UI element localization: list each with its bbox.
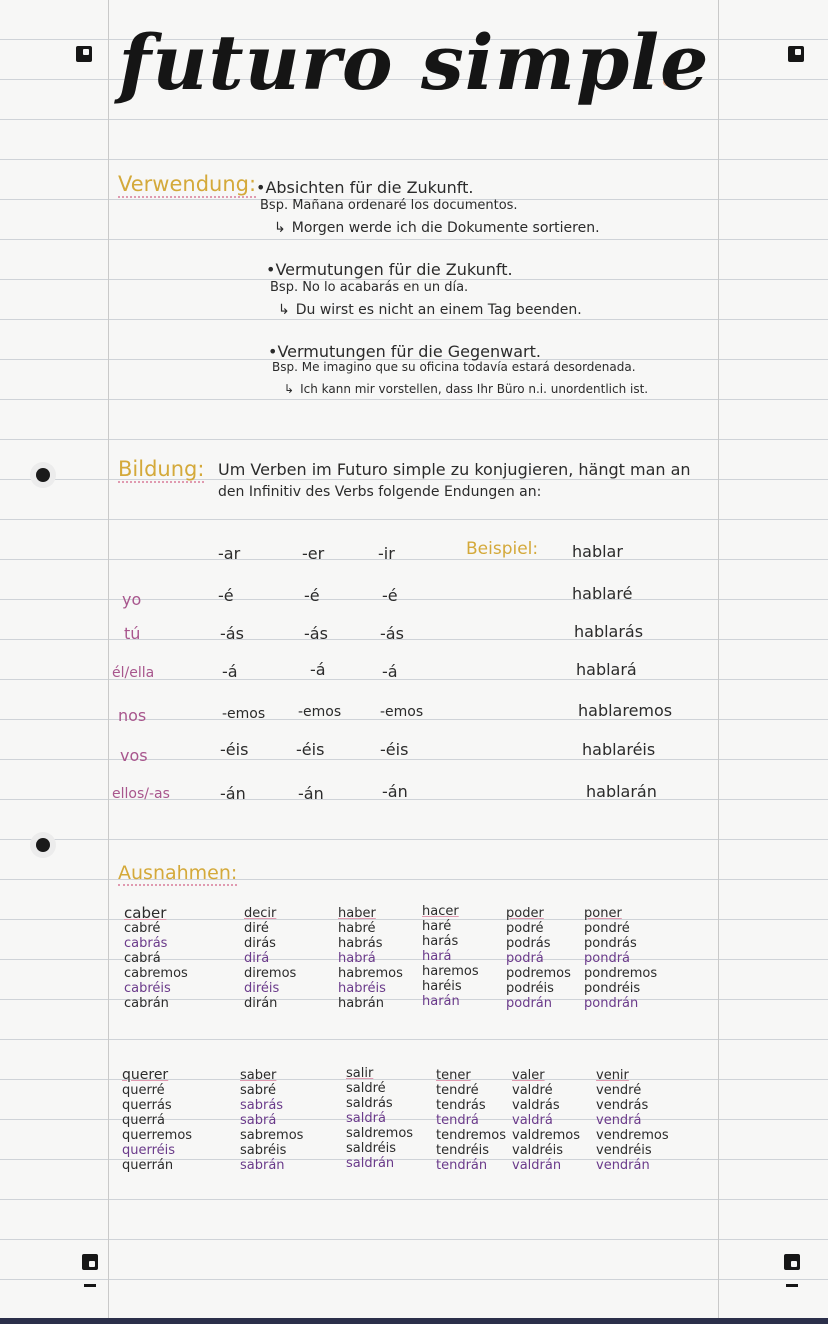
form: querrán <box>122 1158 174 1173</box>
use-2-label: •Vermutungen für die Zukunft. <box>266 260 513 279</box>
infinitive: tener <box>436 1068 471 1083</box>
form: valdremos <box>512 1128 580 1143</box>
form: cabrás <box>124 936 168 951</box>
infinitive: haber <box>338 906 376 921</box>
use-1-translation <box>274 220 600 236</box>
form: diréis <box>244 981 280 996</box>
form: pondremos <box>584 966 658 981</box>
form: tendrán <box>436 1158 488 1173</box>
irregular-haber <box>338 906 403 1011</box>
form: dirá <box>244 951 270 966</box>
form: valdrá <box>512 1113 553 1128</box>
ending-el-ar: -á <box>222 662 238 681</box>
irregular-tener <box>436 1068 506 1173</box>
form: tendré <box>436 1083 479 1098</box>
form: tendrás <box>436 1098 486 1113</box>
form: pondrán <box>584 996 639 1011</box>
example-yo: hablaré <box>572 584 633 603</box>
arrow-icon: ↳ <box>278 302 290 318</box>
form: habrá <box>338 951 376 966</box>
ending-el-er: -á <box>310 660 326 679</box>
infinitive: poder <box>506 906 544 921</box>
form: habremos <box>338 966 403 981</box>
form: sabré <box>240 1083 277 1098</box>
pronoun-el-ella: él/ella <box>112 665 155 681</box>
example-nos: hablaremos <box>578 701 673 720</box>
ending-nos-er: -emos <box>298 704 342 720</box>
form: tendrá <box>436 1113 479 1128</box>
form: saldrán <box>346 1156 395 1171</box>
infinitive: valer <box>512 1068 545 1083</box>
form: sabremos <box>240 1128 304 1143</box>
form: habrás <box>338 936 383 951</box>
form: pondrás <box>584 936 637 951</box>
ending-vos-ir: -éis <box>380 740 409 759</box>
left-margin-line <box>108 0 109 1324</box>
ending-el-ir: -á <box>382 662 398 681</box>
form: cabremos <box>124 966 188 981</box>
punch-hole-upper <box>36 468 50 482</box>
form: podrá <box>506 951 544 966</box>
form: hará <box>422 949 452 964</box>
ending-tu-ir: -ás <box>380 624 404 643</box>
irregular-valer <box>512 1068 580 1173</box>
bildung-line-2: den Infinitiv des Verbs folgende Endungen an: <box>218 484 542 500</box>
form: diremos <box>244 966 297 981</box>
irregular-salir <box>346 1066 413 1171</box>
form: sabréis <box>240 1143 287 1158</box>
form: querrás <box>122 1098 172 1113</box>
beispiel-label: Beispiel: <box>466 539 539 559</box>
infinitive: hacer <box>422 904 459 919</box>
page-title: futuro simple <box>118 18 710 107</box>
form: querréis <box>122 1143 176 1158</box>
form: saldrá <box>346 1111 386 1126</box>
form: tendréis <box>436 1143 490 1158</box>
form: valdréis <box>512 1143 563 1158</box>
header-er: -er <box>302 544 325 563</box>
ending-ellos-ir: -án <box>382 782 408 801</box>
pronoun-nos: nos <box>118 706 147 725</box>
form: saldré <box>346 1081 386 1096</box>
irregular-hacer <box>422 904 479 1009</box>
ending-tu-er: -ás <box>304 624 328 643</box>
ausnahmen-heading: Ausnahmen: <box>118 862 238 884</box>
ending-yo-ir: -é <box>382 586 398 605</box>
corner-marker-bottom-left <box>82 1254 98 1270</box>
infinitive: caber <box>124 904 167 922</box>
irregular-saber <box>240 1068 303 1173</box>
form: habréis <box>338 981 386 996</box>
form: querré <box>122 1083 165 1098</box>
beispiel-verb: hablar <box>572 542 623 561</box>
ending-nos-ar: -emos <box>222 706 266 722</box>
verwendung-heading: Verwendung: <box>118 172 257 196</box>
form: sabrán <box>240 1158 285 1173</box>
use-1-example: Bsp. Mañana ordenaré los documentos. <box>260 198 518 213</box>
form: podrás <box>506 936 551 951</box>
ending-yo-ar: -é <box>218 586 234 605</box>
ending-ellos-ar: -án <box>220 784 246 803</box>
right-margin-line <box>718 0 719 1324</box>
ending-vos-ar: -éis <box>220 740 249 759</box>
form: vendrás <box>596 1098 649 1113</box>
form: podréis <box>506 981 554 996</box>
form: vendréis <box>596 1143 652 1158</box>
arrow-icon: ↳ <box>284 382 295 396</box>
example-tu: hablarás <box>574 622 644 641</box>
form: vendrán <box>596 1158 650 1173</box>
example-ellos: hablarán <box>586 782 657 801</box>
pronoun-yo: yo <box>122 590 142 609</box>
form: valdrán <box>512 1158 562 1173</box>
infinitive: decir <box>244 906 277 921</box>
irregular-poner <box>584 906 657 1011</box>
form: vendremos <box>596 1128 669 1143</box>
corner-marker-bottom-right <box>784 1254 800 1270</box>
header-ar: -ar <box>218 544 241 563</box>
form: sabrás <box>240 1098 284 1113</box>
form: valdrás <box>512 1098 560 1113</box>
use-3-example: Bsp. Me imagino que su oficina todavía estará desordenada. <box>272 360 636 374</box>
pronoun-vos: vos <box>120 746 148 765</box>
pronoun-ellos: ellos/-as <box>112 786 170 802</box>
irregular-querer <box>122 1068 192 1173</box>
infinitive: querer <box>122 1067 169 1083</box>
form: saldremos <box>346 1126 414 1141</box>
bildung-line-1: Um Verben im Futuro simple zu konjugieren, hängt man an <box>218 460 691 479</box>
use-2-example: Bsp. No lo acabarás en un día. <box>270 280 469 295</box>
form: pondrá <box>584 951 631 966</box>
infinitive: salir <box>346 1066 374 1081</box>
header-ir: -ir <box>378 544 395 563</box>
bildung-heading: Bildung: <box>118 457 205 481</box>
ending-vos-er: -éis <box>296 740 325 759</box>
form: saldrás <box>346 1096 393 1111</box>
pronoun-tu: tú <box>124 624 141 643</box>
form: querremos <box>122 1128 193 1143</box>
irregular-poder <box>506 906 571 1011</box>
form: harán <box>422 994 460 1009</box>
punch-hole-lower <box>36 838 50 852</box>
use-3-label: •Vermutungen für die Gegenwart. <box>268 342 541 361</box>
form: dirás <box>244 936 276 951</box>
irregular-venir <box>596 1068 669 1173</box>
corner-marker-dash-right <box>786 1284 798 1287</box>
example-vos: hablaréis <box>582 740 656 759</box>
use-2-translation-text: Du wirst es nicht an einem Tag beenden. <box>295 302 582 318</box>
form: vendrá <box>596 1113 642 1128</box>
corner-marker-dash-left <box>84 1284 96 1287</box>
form: harás <box>422 934 459 949</box>
form: cabré <box>124 921 161 936</box>
form: cabrá <box>124 951 161 966</box>
arrow-icon: ↳ <box>274 220 286 236</box>
ending-yo-er: -é <box>304 586 320 605</box>
form: habrán <box>338 996 385 1011</box>
use-1-translation-text: Morgen werde ich die Dokumente sortieren. <box>291 220 600 236</box>
form: habré <box>338 921 376 936</box>
form: pondré <box>584 921 630 936</box>
form: haremos <box>422 964 479 979</box>
bottom-edge <box>0 1318 828 1324</box>
irregular-caber <box>124 906 188 1011</box>
form: podrán <box>506 996 553 1011</box>
use-3-translation-text: Ich kann mir vorstellen, dass Ihr Büro n.i. unordentlich ist. <box>300 382 649 396</box>
form: haré <box>422 919 452 934</box>
form: saldréis <box>346 1141 397 1156</box>
form: cabrán <box>124 996 169 1011</box>
form: diré <box>244 921 269 936</box>
form: sabrá <box>240 1113 277 1128</box>
form: querrá <box>122 1113 165 1128</box>
form: pondréis <box>584 981 641 996</box>
form: podremos <box>506 966 571 981</box>
form: tendremos <box>436 1128 507 1143</box>
form: dirán <box>244 996 278 1011</box>
form: cabréis <box>124 981 171 996</box>
infinitive: saber <box>240 1068 277 1083</box>
infinitive: poner <box>584 906 622 921</box>
ending-ellos-er: -án <box>298 784 324 803</box>
infinitive: venir <box>596 1068 629 1083</box>
form: haréis <box>422 979 462 994</box>
form: vendré <box>596 1083 642 1098</box>
ending-nos-ir: -emos <box>380 704 424 720</box>
use-2-translation <box>278 302 582 318</box>
irregular-decir <box>244 906 296 1011</box>
ending-tu-ar: -ás <box>220 624 244 643</box>
form: valdré <box>512 1083 553 1098</box>
form: podré <box>506 921 544 936</box>
use-3-translation <box>284 382 648 396</box>
use-1-label: •Absichten für die Zukunft. <box>256 178 474 197</box>
example-el: hablará <box>576 660 637 679</box>
